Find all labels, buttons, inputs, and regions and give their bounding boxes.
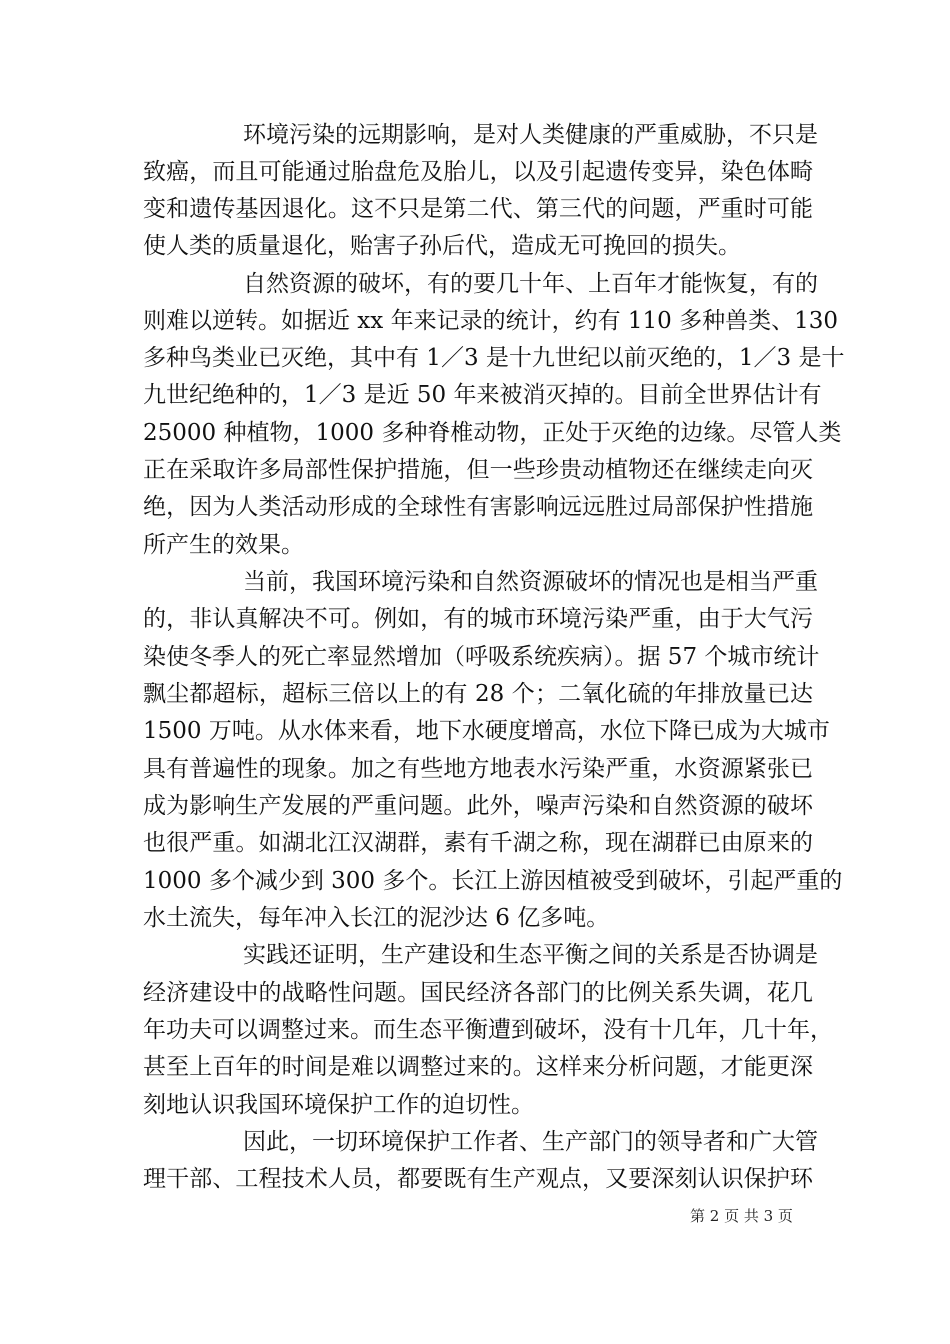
text-line: 变和遗传基因退化。这不只是第二代、第三代的问题，严重时可能	[143, 196, 813, 222]
text-line: 致癌，而且可能通过胎盘危及胎儿，以及引起遗传变异，染色体畸	[143, 159, 813, 185]
text-line: 甚至上百年的时间是难以调整过来的。这样来分析问题，才能更深	[143, 1054, 813, 1080]
text-line: 所产生的效果。	[143, 532, 304, 558]
text-line: 多种鸟类业已灭绝，其中有 1／3 是十九世纪以前灭绝的，1／3 是十	[143, 345, 845, 371]
text-line: 则难以逆转。如据近 xx 年来记录的统计，约有 110 多种兽类、130	[143, 308, 838, 334]
text-line: 绝，因为人类活动形成的全球性有害影响远远胜过局部保护性措施	[143, 494, 813, 520]
text-line: 理干部、工程技术人员，都要既有生产观点，又要深刻认识保护环	[143, 1166, 813, 1192]
text-line: 1500 万吨。从水体来看，地下水硬度增高，水位下降已成为大城市	[143, 718, 830, 744]
text-line: 刻地认识我国环境保护工作的迫切性。	[143, 1092, 534, 1118]
text-line: 年功夫可以调整过来。而生态平衡遭到破坏，没有十几年，几十年，	[143, 1017, 833, 1043]
text-line: 自然资源的破坏，有的要几十年、上百年才能恢复，有的	[243, 271, 818, 297]
text-line: 实践还证明，生产建设和生态平衡之间的关系是否协调是	[243, 942, 818, 968]
text-line: 经济建设中的战略性问题。国民经济各部门的比例关系失调，花几	[143, 980, 813, 1006]
page-number-footer: 第 2 页 共 3 页	[690, 1207, 793, 1225]
text-line: 的，非认真解决不可。例如，有的城市环境污染严重，由于大气污	[143, 606, 813, 632]
text-line: 水土流失，每年冲入长江的泥沙达 6 亿多吨。	[143, 905, 610, 931]
text-line: 成为影响生产发展的严重问题。此外，噪声污染和自然资源的破坏	[143, 793, 813, 819]
text-line: 当前，我国环境污染和自然资源破坏的情况也是相当严重	[243, 569, 818, 595]
text-line: 1000 多个减少到 300 多个。长江上游因植被受到破坏，引起严重的	[143, 868, 843, 894]
text-line: 也很严重。如湖北江汉湖群，素有千湖之称，现在湖群已由原来的	[143, 830, 813, 856]
text-line: 九世纪绝种的，1／3 是近 50 年来被消灭掉的。目前全世界估计有	[143, 382, 822, 408]
text-line: 飘尘都超标，超标三倍以上的有 28 个；二氧化硫的年排放量已达	[143, 681, 813, 707]
text-line: 染使冬季人的死亡率显然增加（呼吸系统疾病）。据 57 个城市统计	[143, 644, 820, 670]
text-line: 正在采取许多局部性保护措施，但一些珍贵动植物还在继续走向灭	[143, 457, 813, 483]
text-line: 使人类的质量退化，贻害子孙后代，造成无可挽回的损失。	[143, 233, 741, 259]
text-line: 25000 种植物，1000 多种脊椎动物，正处于灭绝的边缘。尽管人类	[143, 420, 842, 446]
text-line: 具有普遍性的现象。加之有些地方地表水污染严重，水资源紧张已	[143, 756, 813, 782]
text-line: 因此，一切环境保护工作者、生产部门的领导者和广大管	[243, 1129, 818, 1155]
text-line: 环境污染的远期影响，是对人类健康的严重威胁，不只是	[243, 122, 818, 148]
